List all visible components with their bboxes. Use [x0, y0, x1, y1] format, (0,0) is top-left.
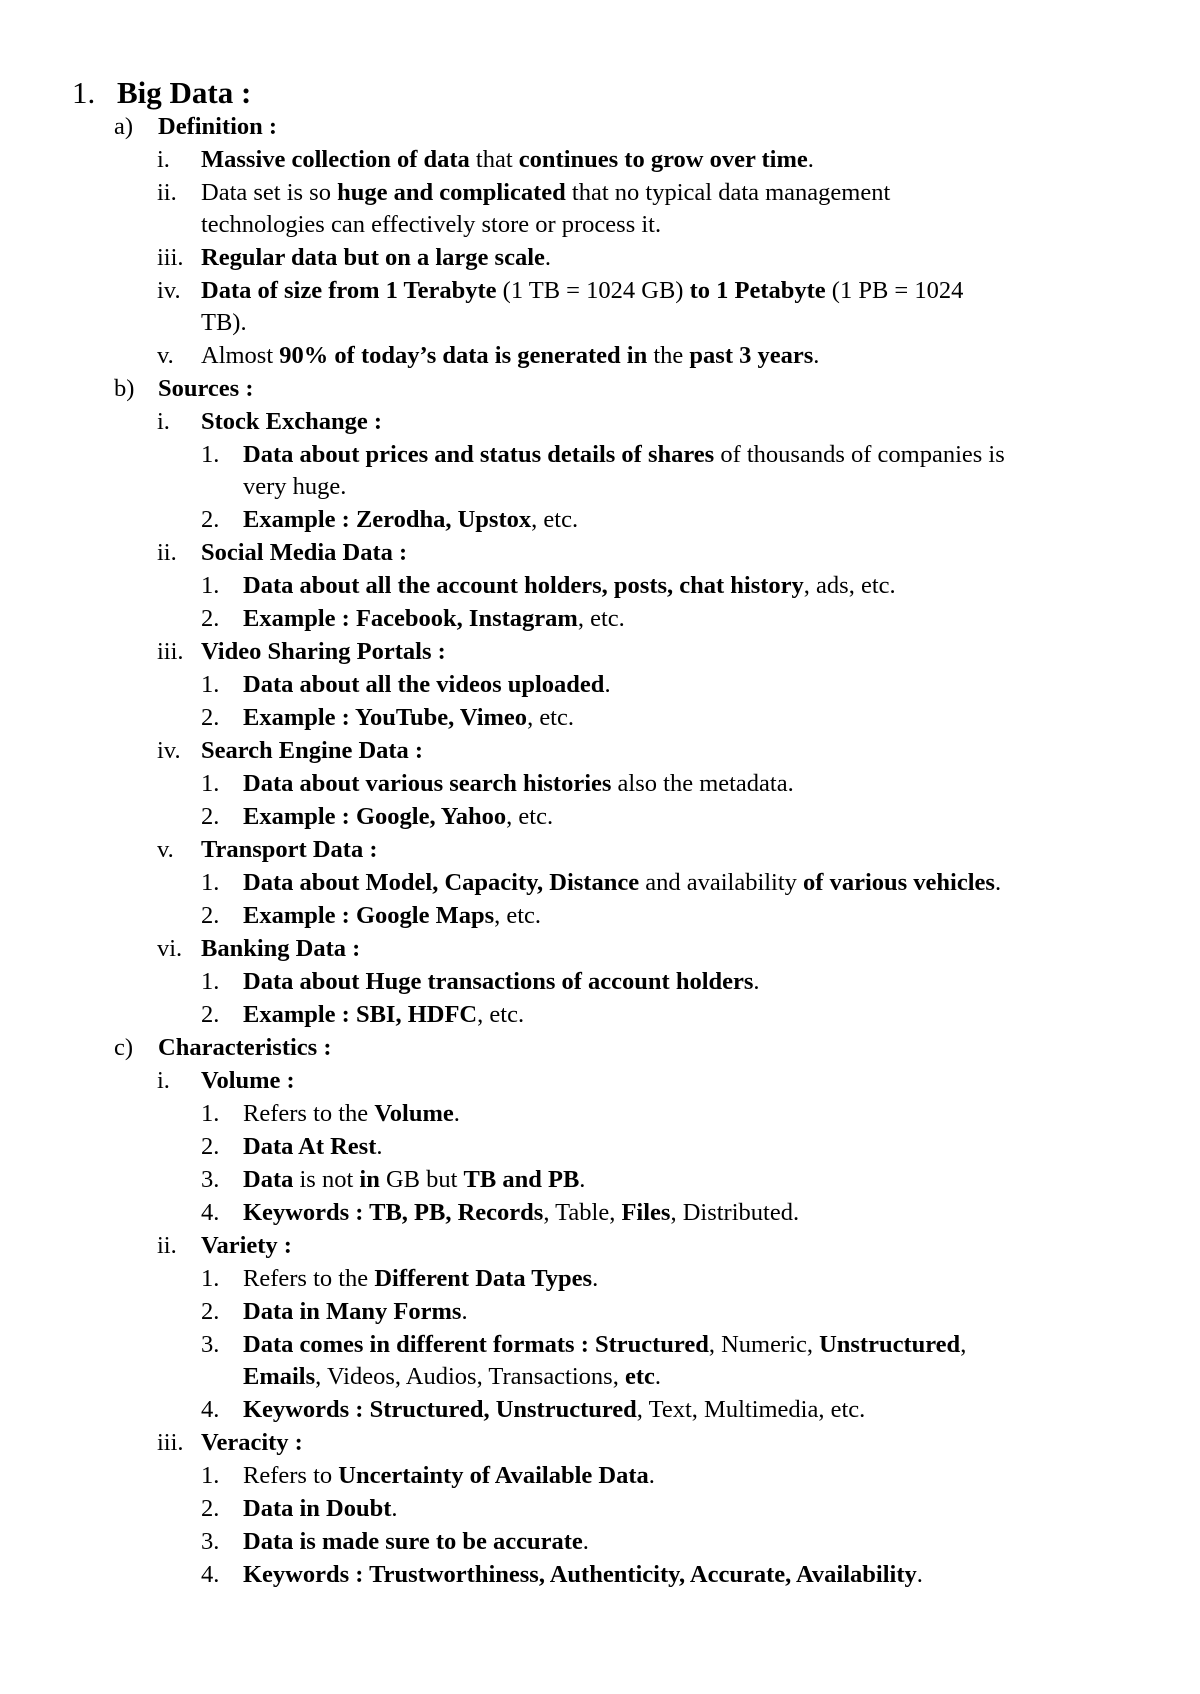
- list-marker: 1.: [201, 671, 220, 698]
- line-text: [158, 1033, 331, 1063]
- line-text: [243, 1395, 865, 1425]
- plain-text: .: [648, 1462, 655, 1489]
- plain-text: that no typical data management: [565, 179, 891, 206]
- line-text: [117, 74, 251, 112]
- list-marker: 1.: [201, 441, 220, 468]
- bold-text: Emails: [243, 1363, 316, 1390]
- line-text: [243, 1560, 923, 1590]
- bold-text: Transport Data :: [201, 836, 378, 863]
- list-marker: 2.: [201, 605, 220, 632]
- line-text: [243, 472, 346, 502]
- line-text: [243, 505, 578, 535]
- plain-text: .: [582, 1528, 589, 1555]
- bold-text: of various vehicles: [803, 869, 995, 896]
- plain-text: , Videos, Audios, Transactions,: [315, 1363, 625, 1390]
- bold-text: Unstructured: [819, 1331, 961, 1358]
- list-marker: 3.: [201, 1528, 220, 1555]
- list-marker: 2.: [201, 1495, 220, 1522]
- plain-text: .: [592, 1265, 599, 1292]
- bold-text: Example : YouTube, Vimeo: [243, 704, 528, 731]
- plain-text: is not: [293, 1166, 360, 1193]
- plain-text: , ads, etc.: [803, 572, 896, 599]
- line-text: [201, 637, 446, 667]
- bold-text: Data about all the account holders, posts, chat history: [243, 572, 804, 599]
- bold-text: Files: [621, 1199, 671, 1226]
- line-text: [201, 178, 890, 208]
- line-text: [243, 802, 553, 832]
- plain-text: that: [469, 146, 519, 173]
- list-marker: i.: [157, 1067, 170, 1094]
- line-text: [201, 243, 551, 273]
- line-text: [201, 835, 377, 865]
- bold-text: Volume :: [201, 1067, 295, 1094]
- plain-text: TB).: [201, 309, 247, 336]
- list-marker: a): [114, 113, 134, 140]
- bold-text: Data comes in different formats : Structured: [243, 1331, 709, 1358]
- plain-text: and availability: [639, 869, 804, 896]
- plain-text: .: [994, 869, 1002, 896]
- plain-text: , etc.: [477, 1001, 525, 1028]
- plain-text: , Text, Multimedia, etc.: [636, 1396, 866, 1423]
- list-marker: 2.: [201, 1001, 220, 1028]
- bold-text: Search Engine Data :: [201, 737, 424, 764]
- bold-text: Data about Huge transactions of account holders: [243, 968, 754, 995]
- line-text: [243, 967, 760, 997]
- line-text: [243, 1330, 966, 1360]
- list-marker: b): [114, 375, 135, 402]
- line-text: [243, 703, 574, 733]
- list-marker: 4.: [201, 1396, 220, 1423]
- bold-text: Data is made sure to be accurate: [243, 1528, 583, 1555]
- plain-text: Refers to the: [243, 1100, 375, 1127]
- line-text: [201, 538, 407, 568]
- list-marker: v.: [157, 836, 174, 863]
- line-text: [243, 1000, 524, 1030]
- plain-text: .: [453, 1100, 460, 1127]
- line-text: [201, 407, 382, 437]
- plain-text: very huge.: [243, 473, 347, 500]
- list-marker: 1.: [201, 572, 220, 599]
- list-marker: 1.: [201, 869, 220, 896]
- bold-text: Variety :: [201, 1232, 292, 1259]
- line-text: [201, 1231, 292, 1261]
- plain-text: GB but: [379, 1166, 464, 1193]
- bold-text: Veracity :: [201, 1429, 303, 1456]
- bold-text: Data: [243, 1166, 294, 1193]
- list-marker: 2.: [201, 506, 220, 533]
- plain-text: .: [807, 146, 814, 173]
- plain-text: also the metadata.: [611, 770, 794, 797]
- bold-text: Data about various search histories: [243, 770, 612, 797]
- bold-text: huge and complicated: [337, 179, 566, 206]
- bold-text: Sources :: [158, 375, 254, 402]
- bold-text: etc: [624, 1363, 655, 1390]
- line-text: [243, 901, 541, 931]
- bold-text: Different Data Types: [374, 1265, 593, 1292]
- plain-text: , Distributed.: [670, 1199, 800, 1226]
- line-text: [243, 1165, 585, 1195]
- bold-text: Banking Data :: [201, 935, 361, 962]
- plain-text: Almost: [201, 342, 280, 369]
- bold-text: Example : Google Maps: [243, 902, 495, 929]
- line-text: [243, 1362, 661, 1392]
- plain-text: .: [753, 968, 760, 995]
- plain-text: , etc.: [531, 506, 579, 533]
- plain-text: Refers to: [243, 1462, 339, 1489]
- bold-text: Keywords : Trustworthiness, Authenticity, Accurate, Availability: [243, 1561, 917, 1588]
- list-marker: v.: [157, 342, 174, 369]
- bold-text: Uncertainty of Available Data: [338, 1462, 649, 1489]
- plain-text: technologies can effectively store or process it.: [201, 211, 662, 238]
- plain-text: the: [647, 342, 690, 369]
- line-text: [201, 341, 819, 371]
- plain-text: , Table,: [543, 1199, 622, 1226]
- bold-text: Definition :: [158, 113, 278, 140]
- plain-text: (1 TB = 1024 GB): [496, 277, 690, 304]
- plain-text: , etc.: [527, 704, 574, 731]
- plain-text: Data set is so: [201, 179, 338, 206]
- bold-text: Example : Google, Yahoo: [243, 803, 507, 830]
- plain-text: (1 PB = 1024: [825, 277, 964, 304]
- bold-text: Volume: [374, 1100, 454, 1127]
- list-marker: c): [114, 1034, 134, 1061]
- line-text: [243, 1494, 398, 1524]
- bold-text: Regular data but on a large scale: [201, 244, 545, 271]
- list-marker: 1.: [201, 1462, 220, 1489]
- list-marker: i.: [157, 146, 170, 173]
- plain-text: .: [916, 1561, 923, 1588]
- bold-text: 90% of today’s data is generated in: [279, 342, 648, 369]
- bold-text: Big Data :: [117, 75, 252, 110]
- bold-text: Example : SBI, HDFC: [243, 1001, 478, 1028]
- line-text: [201, 736, 423, 766]
- plain-text: .: [579, 1166, 586, 1193]
- list-marker: 2.: [201, 803, 220, 830]
- list-marker: ii.: [157, 539, 177, 566]
- bold-text: Data in Many Forms: [243, 1298, 462, 1325]
- plain-text: , etc.: [577, 605, 625, 632]
- list-marker: 1.: [72, 75, 96, 110]
- line-text: [243, 1264, 598, 1294]
- bold-text: Data of size from 1 Terabyte: [201, 277, 497, 304]
- line-text: [201, 276, 963, 306]
- plain-text: .: [544, 244, 552, 271]
- plain-text: of thousands of companies is: [714, 441, 1005, 468]
- list-marker: 2.: [201, 704, 220, 731]
- list-marker: iii.: [157, 638, 184, 665]
- list-marker: 2.: [201, 1298, 220, 1325]
- line-text: [201, 210, 661, 240]
- line-text: [243, 670, 611, 700]
- bold-text: Video Sharing Portals :: [201, 638, 446, 665]
- line-text: [243, 440, 1005, 470]
- bold-text: Massive collection of data: [201, 146, 470, 173]
- plain-text: , etc.: [506, 803, 554, 830]
- line-text: [243, 571, 896, 601]
- bold-text: Example : Zerodha, Upstox: [243, 506, 532, 533]
- list-marker: iii.: [157, 244, 184, 271]
- line-text: [201, 145, 814, 175]
- bold-text: past 3 years: [689, 342, 814, 369]
- plain-text: .: [813, 342, 820, 369]
- line-text: [243, 769, 794, 799]
- bold-text: continues to grow over time: [518, 146, 808, 173]
- list-marker: ii.: [157, 1232, 177, 1259]
- list-marker: iii.: [157, 1429, 184, 1456]
- plain-text: .: [654, 1363, 662, 1390]
- bold-text: in: [359, 1166, 380, 1193]
- list-marker: 2.: [201, 902, 220, 929]
- line-text: [243, 1527, 589, 1557]
- bold-text: to 1 Petabyte: [689, 277, 826, 304]
- line-text: [243, 604, 625, 634]
- line-text: [201, 308, 247, 338]
- list-marker: 1.: [201, 1265, 220, 1292]
- bold-text: TB and PB: [463, 1166, 580, 1193]
- line-text: [243, 1297, 468, 1327]
- list-marker: 3.: [201, 1166, 220, 1193]
- line-text: [158, 374, 254, 404]
- bold-text: Keywords : Structured, Unstructured: [243, 1396, 637, 1423]
- bold-text: Social Media Data :: [201, 539, 408, 566]
- bold-text: Data about Model, Capacity, Distance: [243, 869, 640, 896]
- plain-text: ,: [960, 1331, 967, 1358]
- list-marker: 1.: [201, 968, 220, 995]
- line-text: [243, 1132, 383, 1162]
- line-text: [243, 868, 1001, 898]
- plain-text: .: [604, 671, 611, 698]
- list-marker: 4.: [201, 1561, 220, 1588]
- plain-text: .: [461, 1298, 468, 1325]
- plain-text: .: [376, 1133, 383, 1160]
- bold-text: Data At Rest: [243, 1133, 377, 1160]
- plain-text: .: [391, 1495, 398, 1522]
- bold-text: Characteristics :: [158, 1034, 332, 1061]
- bold-text: Example : Facebook, Instagram: [243, 605, 578, 632]
- plain-text: Refers to the: [243, 1265, 375, 1292]
- list-marker: 3.: [201, 1331, 220, 1358]
- bold-text: Data about prices and status details of shares: [243, 441, 715, 468]
- list-marker: ii.: [157, 179, 177, 206]
- line-text: [158, 112, 277, 142]
- plain-text: , etc.: [494, 902, 542, 929]
- list-marker: iv.: [157, 737, 181, 764]
- list-marker: 2.: [201, 1133, 220, 1160]
- list-marker: 1.: [201, 1100, 220, 1127]
- list-marker: i.: [157, 408, 170, 435]
- plain-text: , Numeric,: [708, 1331, 820, 1358]
- list-marker: vi.: [157, 935, 183, 962]
- line-text: [243, 1461, 655, 1491]
- line-text: [243, 1198, 799, 1228]
- line-text: [243, 1099, 460, 1129]
- line-text: [201, 934, 360, 964]
- bold-text: Data about all the videos uploaded: [243, 671, 605, 698]
- line-text: [201, 1066, 295, 1096]
- bold-text: Keywords : TB, PB, Records: [243, 1199, 544, 1226]
- list-marker: iv.: [157, 277, 181, 304]
- line-text: [201, 1428, 303, 1458]
- bold-text: Stock Exchange :: [201, 408, 383, 435]
- bold-text: Data in Doubt: [243, 1495, 392, 1522]
- list-marker: 1.: [201, 770, 220, 797]
- list-marker: 4.: [201, 1199, 220, 1226]
